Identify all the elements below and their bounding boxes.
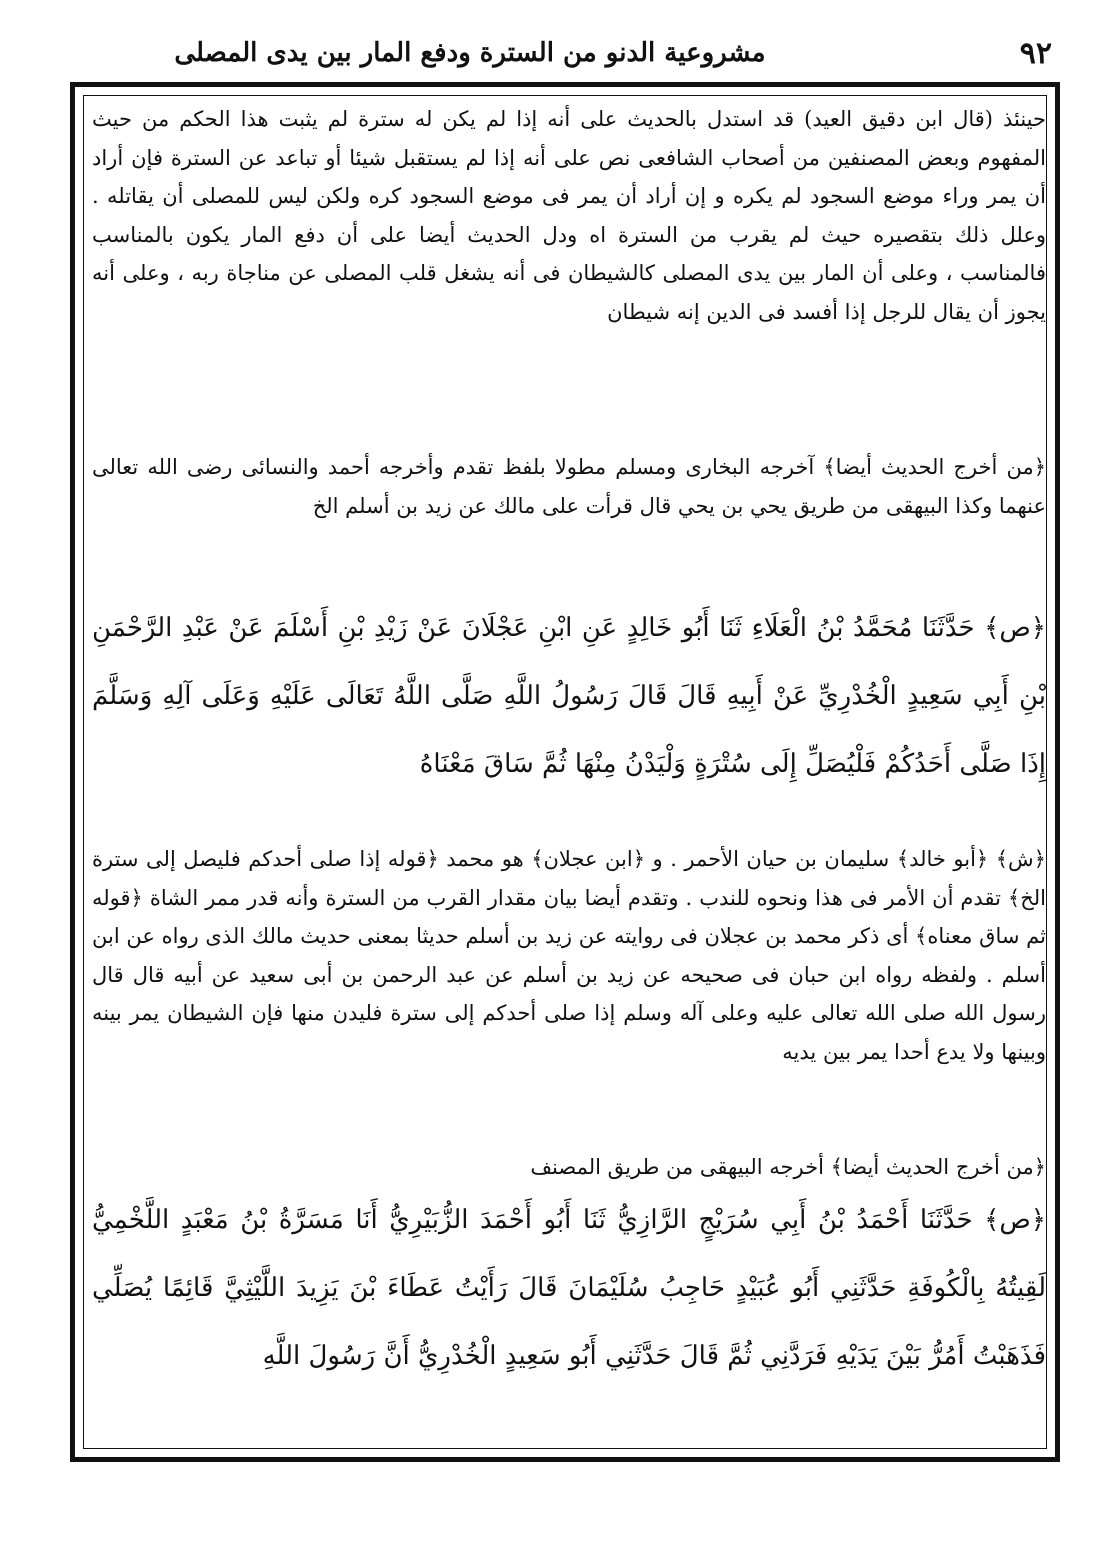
commentary-block-4 <box>92 1148 1046 1187</box>
takhrij-paragraph: ﴿من أخرج الحديث أيضا﴾ أخرجه البيهقى من طريق المصنف <box>530 1155 1046 1179</box>
sharh-paragraph: ﴿ش﴾ ﴿أبو خالد﴾ سليمان بن حيان الأحمر . و ﴿ابن عجلان﴾ هو محمد ﴿قوله إذا صلى أحدكم فليصل إلى سترة الخ﴾ تقدم أن الأمر فى هذا ونحوه للندب . وتقدم أيضا بيان مقدار القرب من السترة وأنه قدر ممر الشاة ﴿قوله ثم ساق معناه﴾ أى ذكر محمد بن عجلان فى روايته عن زيد بن أسلم حديثا بمعنى حديث مالك الذى رواه عن ابن أسلم . ولفظه رواه ابن حبان فى صحيحه عن زيد بن أسلم عن عبد الرحمن بن أبى سعيد عن أبيه قال قال رسول الله صلى الله تعالى عليه وعلى آله وسلم إذا صلى أحدكم إلى سترة فليدن منها فإن الشيطان يمر بينه وبينها ولا يدع أحدا يمر بين يديه <box>92 847 1046 1064</box>
commentary-block-2 <box>92 448 1046 525</box>
hadith-block-2 <box>92 1186 1046 1390</box>
page-number: ٩٢ <box>1019 36 1052 71</box>
hadith-block-1 <box>92 594 1046 798</box>
commentary-block-3 <box>92 840 1046 1071</box>
page-header <box>70 30 1070 80</box>
takhrij-paragraph: ﴿من أخرج الحديث أيضا﴾ آخرجه البخارى ومسلم مطولا بلفظ تقدم وأخرجه أحمد والنسائى رضى الله تعالى عنهما وكذا البيهقى من طريق يحي بن يحي قال قرأت على مالك عن زيد بن أسلم الخ <box>92 455 1046 518</box>
commentary-block-1 <box>92 100 1046 331</box>
hadith-text: ﴿ص﴾ حَدَّثَنَا مُحَمَّدُ بْنُ الْعَلَاءِ ثَنَا أَبُو خَالِدٍ عَنِ ابْنِ عَجْلَانَ عَنْ زَيْدِ بْنِ أَسْلَمَ عَنْ عَبْدِ الرَّحْمَنِ بْنِ أَبِي سَعِيدٍ الْخُدْرِيِّ عَنْ أَبِيهِ قَالَ قَالَ رَسُولُ اللَّهِ صَلَّى اللَّهُ تَعَالَى عَلَيْهِ وَعَلَى آلِهِ وَسَلَّمَ إِذَا صَلَّى أَحَدُكُمْ فَلْيُصَلِّ إِلَى سُتْرَةٍ وَلْيَدْنُ مِنْهَا ثُمَّ سَاقَ مَعْنَاهُ <box>92 613 1046 779</box>
commentary-paragraph: حينئذ (قال ابن دقيق العيد) قد استدل بالحديث على أنه إذا لم يكن له سترة لم يثبت هذا الحكم من حيث المفهوم وبعض المصنفين من أصحاب الشافعى نص على أنه إذا لم يستقبل شيئا أو تباعد عن السترة فإن أراد أن يمر وراء موضع السجود لم يكره و إن أراد أن يمر فى موضع السجود كره ولكن ليس للمصلى أن يقاتله . وعلل ذلك بتقصيره حيث لم يقرب من السترة اه ودل الحديث أيضا على أن دفع المار يكون بالمناسب فالمناسب ، وعلى أن المار بين يدى المصلى كالشيطان فى أنه يشغل قلب المصلى عن مناجاة ربه ، وعلى أنه يجوز أن يقال للرجل إذا أفسد فى الدين إنه شيطان <box>92 107 1046 324</box>
hadith-text: ﴿ص﴾ حَدَّثَنَا أَحْمَدُ بْنُ أَبِي سُرَيْجٍ الرَّازِيُّ ثَنَا أَبُو أَحْمَدَ الزُّبَيْرِيُّ أَنَا مَسَرَّةُ بْنُ مَعْبَدٍ اللَّخْمِيُّ لَقِيتُهُ بِالْكُوفَةِ حَدَّثَنِي أَبُو عُبَيْدٍ حَاجِبُ سُلَيْمَانَ قَالَ رَأَيْتُ عَطَاءَ بْنَ يَزِيدَ اللَّيْثِيَّ قَائِمًا يُصَلِّي فَذَهَبْتُ أَمُرُّ بَيْنَ يَدَيْهِ فَرَدَّنِي ثُمَّ قَالَ حَدَّثَنِي أَبُو سَعِيدٍ الْخُدْرِيُّ أَنَّ رَسُولَ اللَّهِ <box>92 1205 1047 1371</box>
running-title: مشروعية الدنو من السترة ودفع المار بين يدى المصلى <box>174 38 766 68</box>
